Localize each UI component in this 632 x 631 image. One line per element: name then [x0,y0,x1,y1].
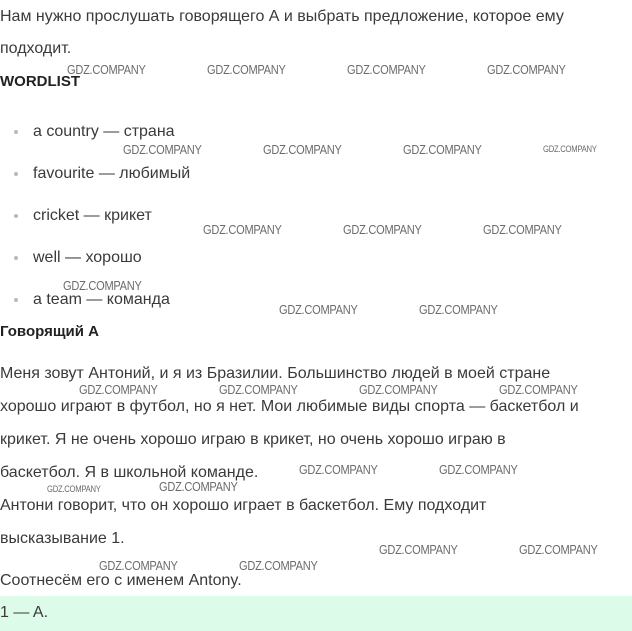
watermark: GDZ.COMPANY [263,142,342,157]
answer-box [0,596,632,631]
speaker-text-line-4: баскетбол. Я в школьной команде. [0,464,259,481]
watermark: GDZ.COMPANY [219,382,298,397]
watermark: GDZ.COMPANY [487,62,566,77]
watermark: GDZ.COMPANY [279,302,358,317]
watermark: GDZ.COMPANY [207,62,286,77]
watermark: GDZ.COMPANY [499,382,578,397]
watermark: GDZ.COMPANY [359,382,438,397]
list-item [14,206,152,226]
wordlist-heading: WORDLIST [0,73,80,90]
speaker-heading: Говорящий А [0,323,99,340]
watermark: GDZ.COMPANY [343,222,422,237]
intro-line-2: подходит. [0,40,72,57]
bullet-icon [14,172,18,176]
watermark: GDZ.COMPANY [299,462,378,477]
bullet-icon [14,130,18,134]
watermark: GDZ.COMPANY [239,558,318,573]
watermark: GDZ.COMPANY [47,484,101,494]
list-item [14,248,142,268]
list-item-text: well — хорошо [33,249,142,266]
watermark: GDZ.COMPANY [67,62,146,77]
list-item-text: a team — команда [33,291,170,308]
intro-line-1: Нам нужно прослушать говорящего А и выбрать предложение, которое ему [0,8,564,25]
watermark: GDZ.COMPANY [79,382,158,397]
watermark: GDZ.COMPANY [483,222,562,237]
bullet-icon [14,214,18,218]
list-item [14,164,190,184]
speaker-text-line-1: Меня зовут Антоний, и я из Бразилии. Большинство людей в моей стране [0,365,551,382]
bullet-icon [14,298,18,302]
speaker-text-line-3: крикет. Я не очень хорошо играю в крикет, но очень хорошо играю в [0,431,506,448]
analysis-line-2: высказывание 1. [0,530,125,547]
list-item-text: a country — страна [33,123,175,140]
watermark: GDZ.COMPANY [379,542,458,557]
answer-text: 1 — A. [0,604,49,621]
watermark: GDZ.COMPANY [419,302,498,317]
analysis-line-1: Антони говорит, что он хорошо играет в баскетбол. Ему подходит [0,497,487,514]
speaker-text-line-2: хорошо играют в футбол, но я нет. Мои любимые виды спорта — баскетбол и [0,398,579,415]
match-line: Соотнесём его с именем Antony. [0,572,242,589]
watermark: GDZ.COMPANY [99,558,178,573]
watermark: GDZ.COMPANY [123,142,202,157]
list-item-text: favourite — любимый [33,165,191,182]
watermark: GDZ.COMPANY [543,144,597,154]
bullet-icon [14,256,18,260]
watermark: GDZ.COMPANY [159,479,238,494]
list-item-text: cricket — крикет [33,207,152,224]
watermark: GDZ.COMPANY [203,222,282,237]
watermark: GDZ.COMPANY [439,462,518,477]
watermark: GDZ.COMPANY [63,278,142,293]
list-item [14,290,170,310]
watermark: GDZ.COMPANY [347,62,426,77]
watermark: GDZ.COMPANY [519,542,598,557]
watermark: GDZ.COMPANY [403,142,482,157]
list-item [14,122,175,142]
